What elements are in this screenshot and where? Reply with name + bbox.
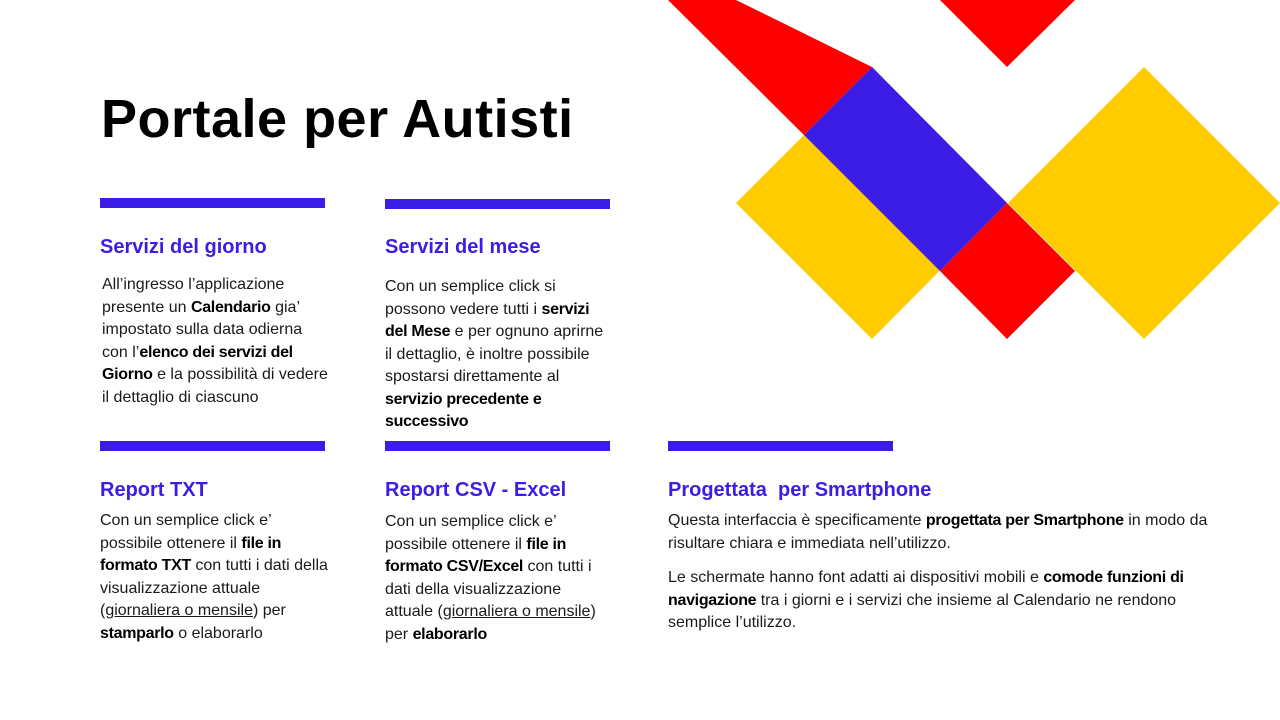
card-body-mese: Con un semplice click si possono vedere tutti i servizi del Mese e per ognuno aprirne il dettaglio, è inoltre possibile spostarsi direttamente al servizio precedente e successivo xyxy=(385,278,604,430)
card-body-giorno: All’ingresso l’applicazione presente un Calendario gia’ impostato sulla data odierna con l’elenco dei servizi del Giorno e la possibilità di vedere il dettaglio di ciascuno xyxy=(102,276,328,406)
card-title-mese: Servizi del mese xyxy=(385,236,541,258)
card-title-smartphone: Progettata per Smartphone xyxy=(668,479,932,501)
card-body-csv: Con un semplice click e’ possibile ottenere il file in formato CSV/Excel con tutti i dati della visualizzazione attuale (giornaliera o mensile) per elaborarlo xyxy=(385,513,596,643)
page-title: Portale per Autisti xyxy=(101,89,574,149)
accent-bar-csv xyxy=(385,441,610,451)
card-body-smartphone xyxy=(668,510,1208,635)
accent-bar-giorno xyxy=(100,198,325,208)
accent-bar-txt xyxy=(100,441,325,451)
yellow-diamond-right xyxy=(1008,67,1280,339)
red-diamond-top xyxy=(940,0,1075,67)
card-body-txt: Con un semplice click e’ possibile ottenere il file in formato TXT con tutti i dati della visualizzazione attuale (giornaliera o mensile) per stamparlo o elaborarlo xyxy=(100,512,328,642)
card-title-txt: Report TXT xyxy=(100,479,208,501)
accent-bar-mese xyxy=(385,199,610,209)
card-title-csv: Report CSV - Excel xyxy=(385,479,567,501)
smartphone-paragraph-2: Le schermate hanno font adatti ai dispositivi mobili e comode funzioni di navigazione tra i giorni e i servizi che insieme al Calendario ne rendono semplice l’utilizzo. xyxy=(668,569,1184,631)
smartphone-paragraph-1: Questa interfaccia è specificamente progettata per Smartphone in modo da risultare chiara e immediata nell’utilizzo. xyxy=(668,512,1208,552)
card-title-giorno: Servizi del giorno xyxy=(100,236,267,258)
accent-bar-smartphone xyxy=(668,441,893,451)
